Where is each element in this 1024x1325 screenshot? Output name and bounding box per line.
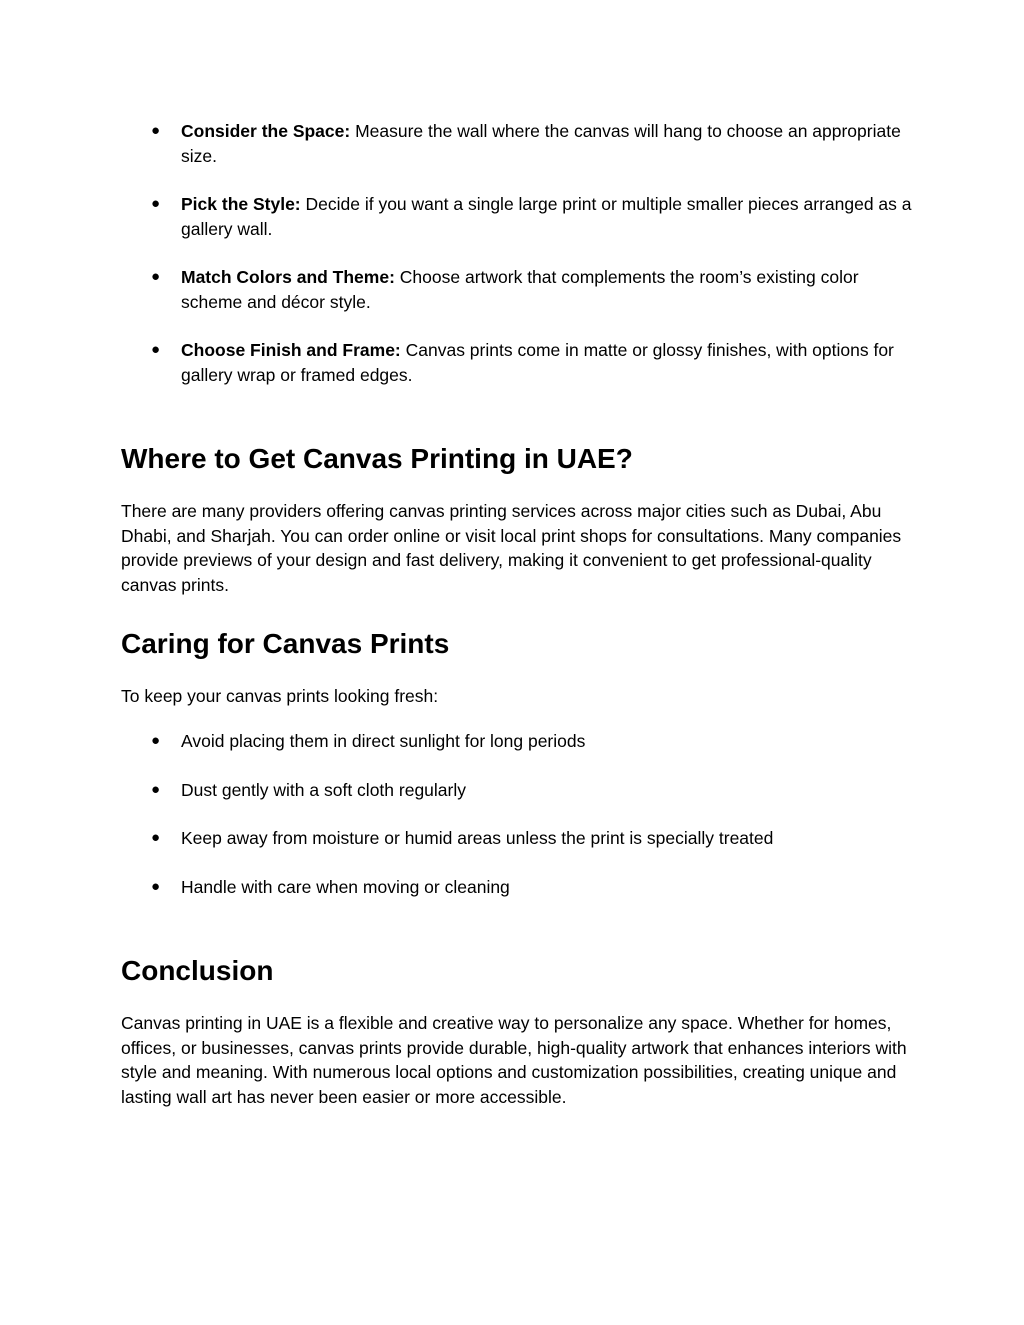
list-item xyxy=(0,265,1024,314)
canvas-tips-list xyxy=(0,119,1024,411)
bullet-icon: ● xyxy=(151,732,161,749)
bullet-icon: ● xyxy=(151,341,161,358)
bullet-icon: ● xyxy=(151,877,161,895)
bullet-icon: ● xyxy=(151,780,161,798)
list-item xyxy=(0,875,1024,900)
where-paragraph: There are many providers offering canvas printing services across major cities such as Dubai, Abu Dhabi, and Sharjah. You can order online or visit local print shops for consultations. Many companies provide previews of your design and fast delivery, making it convenient to get professional-quality canvas prints. xyxy=(121,501,902,595)
care-item-text: Dust gently with a soft cloth regularly xyxy=(181,779,466,800)
where-heading: Where to Get Canvas Printing in UAE? xyxy=(121,443,633,474)
tip-text: Decide if you want a single large print or multiple smaller pieces arranged as a gallery wall. xyxy=(181,194,912,239)
tip-title: Match Colors and Theme: xyxy=(181,267,395,287)
bullet-icon: ● xyxy=(151,195,161,212)
care-item-text: Avoid placing them in direct sunlight for long periods xyxy=(181,731,586,751)
bullet-icon: ● xyxy=(151,268,161,285)
care-item-text: Handle with care when moving or cleaning xyxy=(181,876,510,897)
tip-title: Consider the Space: xyxy=(181,121,351,141)
bullet-icon: ● xyxy=(151,122,161,139)
tip-text: Canvas prints come in matte or glossy finishes, with options for gallery wrap or framed edges. xyxy=(181,340,894,385)
list-item xyxy=(0,826,1024,851)
list-item xyxy=(0,778,1024,803)
conclusion-heading: Conclusion xyxy=(121,955,274,986)
caring-intro: To keep your canvas prints looking fresh: xyxy=(121,686,439,706)
tip-text: Measure the wall where the canvas will hang to choose an appropriate size. xyxy=(181,121,901,166)
tip-title: Choose Finish and Frame: xyxy=(181,340,401,360)
list-item xyxy=(0,192,1024,241)
tip-title: Pick the Style: xyxy=(181,194,301,214)
tip-text: Choose artwork that complements the room’s existing color scheme and décor style. xyxy=(181,267,859,312)
list-item xyxy=(0,119,1024,168)
care-item-text: Keep away from moisture or humid areas unless the print is specially treated xyxy=(181,828,774,848)
conclusion-paragraph: Canvas printing in UAE is a flexible and creative way to personalize any space. Whether for homes, offices, or businesses, canvas prints provide durable, high-quality artwork that enhances interiors with style and meaning. With numerous local options and customization possibilities, creating unique and lasting wall art has never been easier or more accessible. xyxy=(121,1013,907,1107)
caring-heading: Caring for Canvas Prints xyxy=(121,628,450,659)
list-item xyxy=(0,338,1024,387)
bullet-icon: ● xyxy=(151,829,161,846)
care-tips-list xyxy=(0,729,1024,923)
list-item xyxy=(0,729,1024,754)
